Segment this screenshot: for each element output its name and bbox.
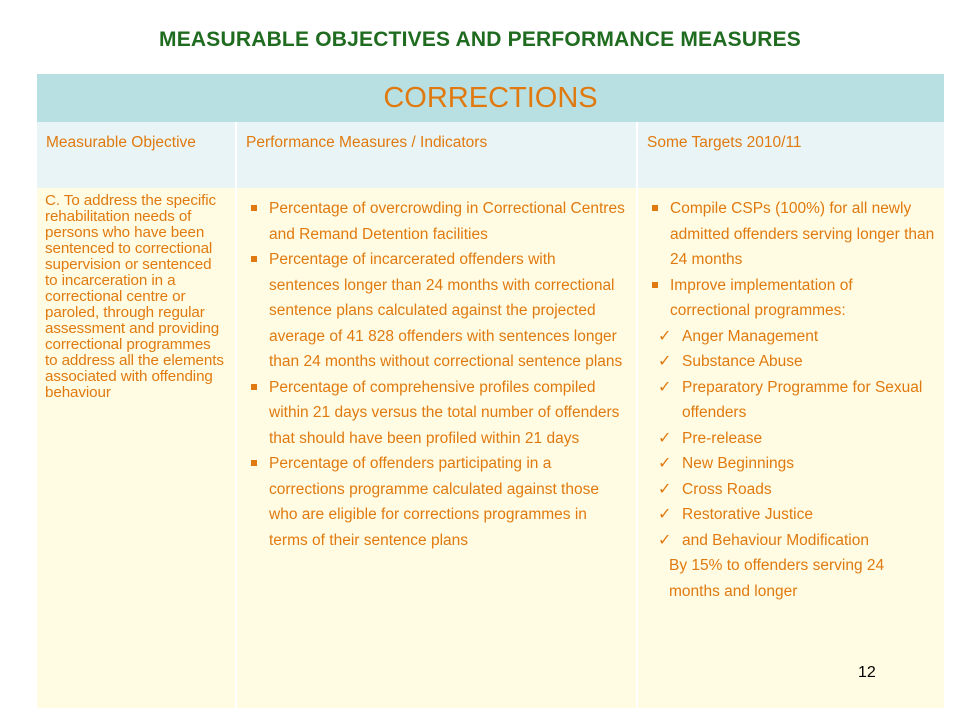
checkmark-icon: ✓	[658, 531, 672, 549]
measure-item: Percentage of incarcerated offenders with sentences longer than 24 months with correctional sentence plans calculated against the projected average of 41 828 offenders with sentences longer than 24 months without correctional sentence plans	[251, 247, 628, 375]
slide-title: MEASURABLE OBJECTIVES AND PERFORMANCE MEASURES	[159, 28, 801, 51]
programme-item: ✓ Anger Management	[658, 324, 944, 350]
targets-list	[638, 188, 944, 324]
checkmark-icon: ✓	[658, 429, 672, 447]
programme-item: ✓ Pre-release	[658, 426, 944, 452]
programme-item: ✓ Preparatory Programme for Sexual offenders	[658, 375, 944, 426]
programme-item: ✓ Substance Abuse	[658, 349, 944, 375]
target-item	[652, 273, 936, 324]
targets-cell	[638, 188, 944, 708]
programme-item: ✓ Cross Roads	[658, 477, 944, 503]
header-targets: Some Targets 2010/11	[638, 122, 944, 188]
measures-cell	[237, 188, 636, 708]
programme-item: ✓ New Beginnings	[658, 451, 944, 477]
targets-closing-text: By 15% to offenders serving 24 months and longer	[669, 557, 885, 600]
measure-item: Percentage of comprehensive profiles compiled within 21 days versus the total number of offenders that should have been profiled within 21 days	[251, 375, 628, 452]
programme-item: ✓ and Behaviour Modification	[658, 528, 944, 554]
measure-item: Percentage of offenders participating in a corrections programme calculated against those who are eligible for corrections programmes in terms of their sentence plans	[251, 451, 628, 553]
programmes-list	[638, 324, 944, 554]
checkmark-icon: ✓	[658, 506, 672, 523]
objective-cell	[37, 188, 235, 708]
checkmark-icon: ✓	[658, 353, 672, 370]
measure-item: Percentage of overcrowding in Correctional Centres and Remand Detention facilities	[251, 196, 628, 247]
header-performance-measures: Performance Measures / Indicators	[237, 122, 636, 188]
objective-text: C. To address the specific rehabilitation needs of persons who have been sentenced to correctional supervision or sentenced to incarceration in a correctional centre or paroled, through regular assessment and providing correctional programmes to address all the elements associated with offending behaviour	[45, 192, 224, 401]
checkmark-icon: ✓	[658, 327, 672, 345]
target-item: Compile CSPs (100%) for all newly admitted offenders serving longer than 24 months	[652, 196, 936, 273]
checkmark-icon: ✓	[658, 480, 672, 498]
checkmark-icon: ✓	[658, 378, 672, 396]
programme-item: ✓ Restorative Justice	[658, 502, 944, 528]
page-number: 12	[858, 664, 876, 681]
checkmark-icon: ✓	[658, 455, 672, 472]
header-measurable-objective: Measurable Objective	[37, 122, 235, 188]
section-banner: CORRECTIONS	[37, 74, 944, 122]
measures-list	[237, 188, 636, 553]
target-item-text: Improve implementation of correctional programmes:	[670, 276, 853, 319]
